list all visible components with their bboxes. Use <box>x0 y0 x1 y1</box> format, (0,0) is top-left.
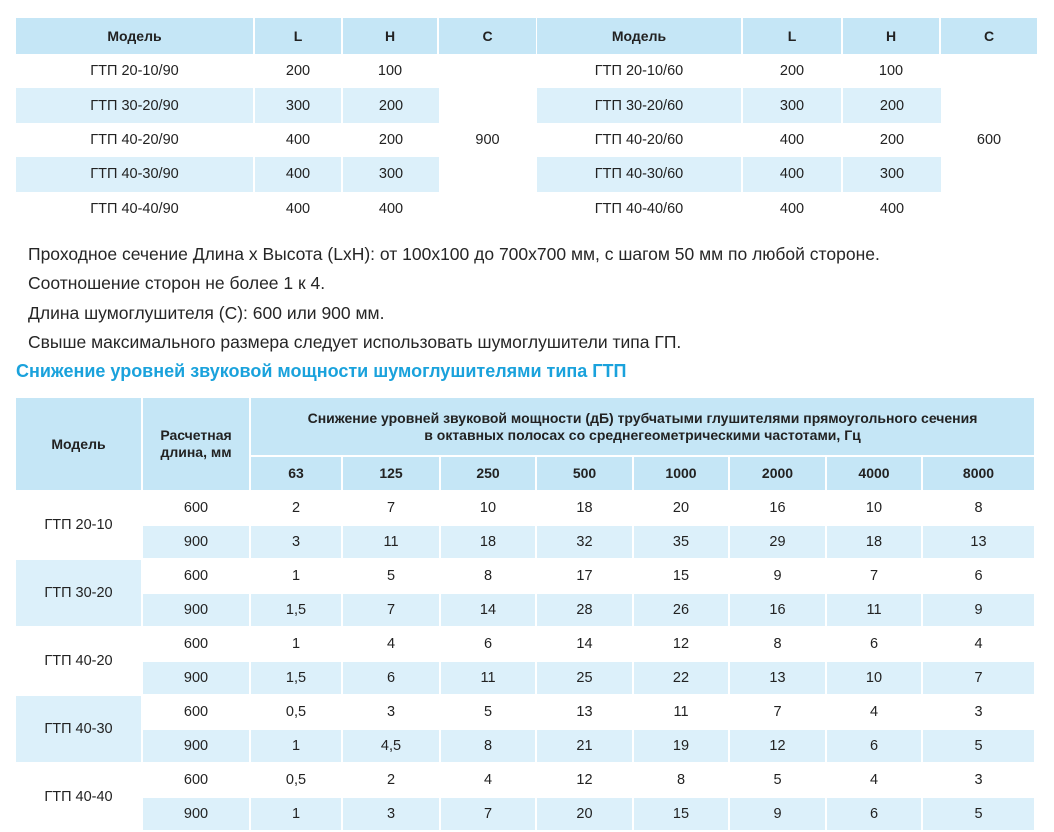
value-cell: 9 <box>730 560 827 594</box>
value-cell: 10 <box>827 662 923 696</box>
table-row <box>16 560 1034 594</box>
value-cell: 1 <box>251 560 343 594</box>
value-cell: 13 <box>923 526 1034 560</box>
length-cell: 900 <box>143 662 251 696</box>
attenuation-header-row-1 <box>16 398 1034 457</box>
c-value-cell: 600 <box>941 54 1037 226</box>
frequency-header: 4000 <box>827 457 923 492</box>
value-cell: 3 <box>343 798 441 832</box>
value-cell: 26 <box>634 594 730 628</box>
attenuation-table <box>16 398 1034 832</box>
value-cell: 1,5 <box>251 662 343 696</box>
section-title: Снижение уровней звуковой мощности шумоглушителями типа ГТП <box>16 361 627 381</box>
length-cell: 200 <box>255 54 343 88</box>
height-cell: 100 <box>843 54 941 88</box>
value-cell: 0,5 <box>251 696 343 730</box>
value-cell: 29 <box>730 526 827 560</box>
table-row <box>16 764 1034 798</box>
model-cell: ГТП 40-20/90 <box>16 123 255 157</box>
header-model: Модель <box>16 398 143 492</box>
dimensions-table-90 <box>16 18 536 226</box>
model-cell: ГТП 40-30 <box>16 696 143 764</box>
frequency-header: 2000 <box>730 457 827 492</box>
note-section-range: Проходное сечение Длина х Высота (LxH): от 100x100 до 700x700 мм, с шагом 50 мм по любой стороне. <box>28 244 880 264</box>
length-cell: 200 <box>743 54 843 88</box>
value-cell: 7 <box>827 560 923 594</box>
length-cell: 400 <box>743 123 843 157</box>
dimensions-header-model: Модель <box>16 18 255 54</box>
value-cell: 32 <box>537 526 634 560</box>
table-row <box>16 594 1034 628</box>
model-cell: ГТП 30-20 <box>16 560 143 628</box>
value-cell: 7 <box>343 594 441 628</box>
height-cell: 300 <box>343 157 439 191</box>
value-cell: 12 <box>537 764 634 798</box>
dimensions-row <box>16 54 536 88</box>
table-row <box>16 730 1034 764</box>
model-cell: ГТП 40-20/60 <box>537 123 743 157</box>
length-cell: 900 <box>143 594 251 628</box>
note-aspect-ratio: Соотношение сторон не более 1 к 4. <box>28 273 326 294</box>
model-cell: ГТП 40-40/90 <box>16 192 255 226</box>
length-cell: 400 <box>743 157 843 191</box>
note-length-options: Длина шумоглушителя (С): 600 или 900 мм. <box>28 302 385 323</box>
length-cell: 900 <box>143 526 251 560</box>
note-max-size: Свыше максимального размера следует использовать шумоглушители типа ГП. <box>28 331 682 352</box>
value-cell: 1 <box>251 628 343 662</box>
value-cell: 4,5 <box>343 730 441 764</box>
dimensions-table-60 <box>537 18 1037 226</box>
height-cell: 200 <box>343 123 439 157</box>
dimensions-header-c: C <box>439 18 536 54</box>
frequency-header: 1000 <box>634 457 730 492</box>
value-cell: 4 <box>923 628 1034 662</box>
value-cell: 7 <box>730 696 827 730</box>
value-cell: 6 <box>441 628 537 662</box>
value-cell: 20 <box>537 798 634 832</box>
height-cell: 200 <box>343 88 439 122</box>
value-cell: 7 <box>441 798 537 832</box>
value-cell: 14 <box>441 594 537 628</box>
value-cell: 5 <box>923 798 1034 832</box>
value-cell: 18 <box>441 526 537 560</box>
dimensions-row <box>537 54 1037 88</box>
model-cell: ГТП 40-40/60 <box>537 192 743 226</box>
value-cell: 10 <box>441 492 537 526</box>
height-cell: 100 <box>343 54 439 88</box>
model-cell: ГТП 30-20/60 <box>537 88 743 122</box>
frequency-header: 125 <box>343 457 441 492</box>
c-value-cell: 900 <box>439 54 536 226</box>
dimensions-header-h: H <box>843 18 941 54</box>
value-cell: 17 <box>537 560 634 594</box>
value-cell: 18 <box>537 492 634 526</box>
header-reduction-line2: в октавных полосах со среднегеометрическими частотами, Гц <box>424 426 861 443</box>
header-length: Расчетная длина, мм <box>143 398 251 492</box>
notes-block <box>28 240 880 357</box>
height-cell: 200 <box>843 123 941 157</box>
value-cell: 3 <box>923 764 1034 798</box>
value-cell: 6 <box>343 662 441 696</box>
value-cell: 9 <box>730 798 827 832</box>
value-cell: 8 <box>441 730 537 764</box>
frequency-header: 250 <box>441 457 537 492</box>
value-cell: 11 <box>634 696 730 730</box>
dimensions-header-l: L <box>743 18 843 54</box>
value-cell: 1 <box>251 730 343 764</box>
frequency-header: 63 <box>251 457 343 492</box>
model-cell: ГТП 20-10/60 <box>537 54 743 88</box>
dimensions-header-c: C <box>941 18 1037 54</box>
value-cell: 8 <box>634 764 730 798</box>
value-cell: 5 <box>923 730 1034 764</box>
value-cell: 14 <box>537 628 634 662</box>
dimensions-header-model: Модель <box>537 18 743 54</box>
table-row <box>16 492 1034 526</box>
model-cell: ГТП 40-20 <box>16 628 143 696</box>
table-row <box>16 696 1034 730</box>
value-cell: 35 <box>634 526 730 560</box>
dimensions-header-row <box>16 18 536 54</box>
value-cell: 2 <box>251 492 343 526</box>
value-cell: 9 <box>923 594 1034 628</box>
dimensions-header-h: H <box>343 18 439 54</box>
length-cell: 600 <box>143 628 251 662</box>
value-cell: 11 <box>343 526 441 560</box>
value-cell: 16 <box>730 492 827 526</box>
value-cell: 5 <box>343 560 441 594</box>
value-cell: 4 <box>441 764 537 798</box>
model-cell: ГТП 40-30/60 <box>537 157 743 191</box>
height-cell: 400 <box>843 192 941 226</box>
table-row <box>16 526 1034 560</box>
value-cell: 0,5 <box>251 764 343 798</box>
value-cell: 6 <box>827 628 923 662</box>
value-cell: 13 <box>730 662 827 696</box>
length-cell: 900 <box>143 730 251 764</box>
model-cell: ГТП 20-10 <box>16 492 143 560</box>
value-cell: 8 <box>441 560 537 594</box>
value-cell: 8 <box>730 628 827 662</box>
frequency-header: 500 <box>537 457 634 492</box>
value-cell: 1,5 <box>251 594 343 628</box>
value-cell: 1 <box>251 798 343 832</box>
value-cell: 3 <box>923 696 1034 730</box>
value-cell: 25 <box>537 662 634 696</box>
length-cell: 400 <box>255 192 343 226</box>
length-cell: 300 <box>743 88 843 122</box>
value-cell: 10 <box>827 492 923 526</box>
model-cell: ГТП 40-40 <box>16 764 143 832</box>
length-cell: 300 <box>255 88 343 122</box>
value-cell: 5 <box>441 696 537 730</box>
length-cell: 900 <box>143 798 251 832</box>
value-cell: 3 <box>343 696 441 730</box>
dimensions-header-row <box>537 18 1037 54</box>
value-cell: 2 <box>343 764 441 798</box>
table-row <box>16 628 1034 662</box>
length-cell: 600 <box>143 492 251 526</box>
value-cell: 19 <box>634 730 730 764</box>
frequency-header: 8000 <box>923 457 1034 492</box>
model-cell: ГТП 20-10/90 <box>16 54 255 88</box>
length-cell: 600 <box>143 696 251 730</box>
value-cell: 4 <box>827 764 923 798</box>
length-cell: 600 <box>143 560 251 594</box>
value-cell: 6 <box>827 730 923 764</box>
value-cell: 6 <box>923 560 1034 594</box>
value-cell: 28 <box>537 594 634 628</box>
height-cell: 400 <box>343 192 439 226</box>
height-cell: 300 <box>843 157 941 191</box>
value-cell: 12 <box>730 730 827 764</box>
value-cell: 12 <box>634 628 730 662</box>
table-row <box>16 662 1034 696</box>
value-cell: 8 <box>923 492 1034 526</box>
value-cell: 7 <box>923 662 1034 696</box>
value-cell: 13 <box>537 696 634 730</box>
height-cell: 200 <box>843 88 941 122</box>
value-cell: 3 <box>251 526 343 560</box>
length-cell: 400 <box>255 157 343 191</box>
value-cell: 21 <box>537 730 634 764</box>
value-cell: 20 <box>634 492 730 526</box>
length-cell: 600 <box>143 764 251 798</box>
value-cell: 6 <box>827 798 923 832</box>
header-reduction <box>251 398 1034 457</box>
length-cell: 400 <box>743 192 843 226</box>
length-cell: 400 <box>255 123 343 157</box>
model-cell: ГТП 40-30/90 <box>16 157 255 191</box>
value-cell: 11 <box>441 662 537 696</box>
value-cell: 16 <box>730 594 827 628</box>
dimensions-header-l: L <box>255 18 343 54</box>
value-cell: 7 <box>343 492 441 526</box>
value-cell: 18 <box>827 526 923 560</box>
value-cell: 5 <box>730 764 827 798</box>
value-cell: 22 <box>634 662 730 696</box>
value-cell: 4 <box>827 696 923 730</box>
value-cell: 15 <box>634 798 730 832</box>
value-cell: 4 <box>343 628 441 662</box>
value-cell: 15 <box>634 560 730 594</box>
header-reduction-line1: Снижение уровней звуковой мощности (дБ) трубчатыми глушителями прямоугольного сечения <box>307 409 978 426</box>
model-cell: ГТП 30-20/90 <box>16 88 255 122</box>
value-cell: 11 <box>827 594 923 628</box>
